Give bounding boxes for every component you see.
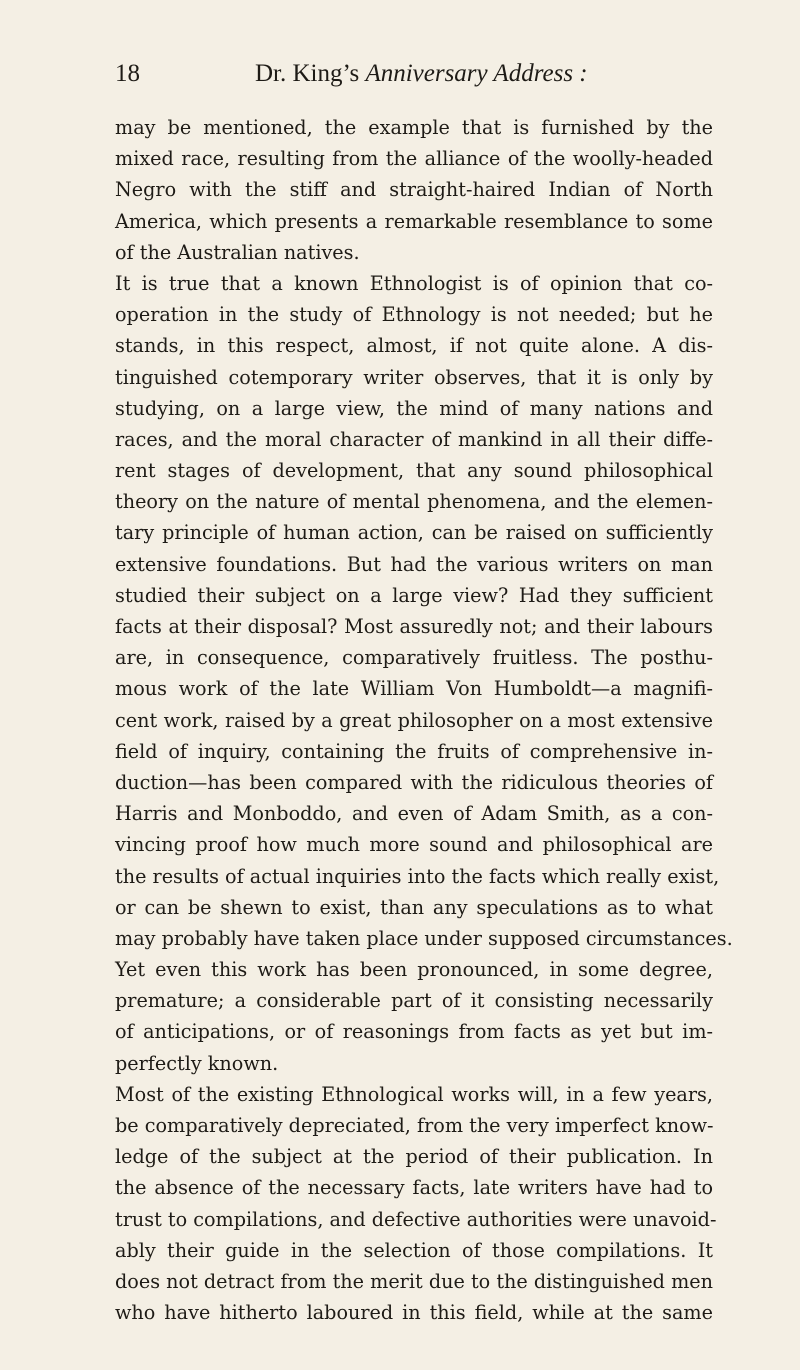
text-line: rent stages of development, that any sound philosophical xyxy=(115,459,713,483)
text-line: the results of actual inquiries into the facts which really exist, xyxy=(115,864,720,888)
body-text xyxy=(115,112,733,1328)
text-line: are, in consequence, comparatively fruitless. The posthu- xyxy=(115,646,713,670)
text-line: extensive foundations. But had the various writers on man xyxy=(115,552,713,576)
text-line: tary principle of human action, can be raised on sufficiently xyxy=(115,521,713,545)
text-line: perfectly known. xyxy=(115,1051,279,1075)
text-line: premature; a considerable part of it consisting necessarily xyxy=(115,989,713,1013)
text-line: It is true that a known Ethnologist is of opinion that co- xyxy=(115,271,713,295)
text-line: vincing proof how much more sound and philosophical are xyxy=(115,833,713,857)
text-line: theory on the nature of mental phenomena, and the elemen- xyxy=(115,490,713,514)
text-line: tinguished cotemporary writer observes, that it is only by xyxy=(115,365,713,389)
text-line: Negro with the stiff and straight-haired Indian of North xyxy=(115,178,713,202)
text-line: mous work of the late William Von Humboldt—a magnifi- xyxy=(115,677,713,701)
running-title-italic: Anniversary Address : xyxy=(365,60,588,87)
text-line: Most of the existing Ethnological works will, in a few years, xyxy=(115,1082,713,1106)
text-line: does not detract from the merit due to the distinguished men xyxy=(115,1269,713,1293)
text-line: stands, in this respect, almost, if not quite alone. A dis- xyxy=(115,334,713,358)
text-line: duction—has been compared with the ridiculous theories of xyxy=(115,770,713,794)
text-line: be comparatively depreciated, from the very imperfect know- xyxy=(115,1114,714,1137)
text-line: ably their guide in the selection of those compilations. It xyxy=(115,1238,713,1262)
text-line: may be mentioned, the example that is furnished by the xyxy=(115,116,713,139)
text-line: studying, on a large view, the mind of many nations and xyxy=(115,396,713,420)
text-line: may probably have taken place under supposed circumstances. xyxy=(115,926,733,950)
text-line: field of inquiry, containing the fruits of comprehensive in- xyxy=(115,739,713,763)
running-head xyxy=(115,60,703,100)
running-title xyxy=(255,60,588,88)
text-line: studied their subject on a large view? Had they sufficient xyxy=(115,583,713,607)
text-line: of the Australian natives. xyxy=(115,240,360,264)
text-line: Yet even this work has been pronounced, in some degree, xyxy=(115,958,713,982)
text-line: races, and the moral character of mankind in all their diffe- xyxy=(115,427,713,451)
text-line: America, which presents a remarkable resemblance to some xyxy=(115,209,713,233)
text-line: trust to compilations, and defective authorities were unavoid- xyxy=(115,1207,717,1231)
text-line: operation in the study of Ethnology is not needed; but he xyxy=(115,303,713,327)
text-line: who have hitherto laboured in this field, while at the same xyxy=(115,1301,713,1325)
text-line: ledge of the subject at the period of their publication. In xyxy=(115,1145,713,1169)
running-title-prefix: Dr. King’s xyxy=(255,60,360,87)
text-line: or can be shewn to exist, than any speculations as to what xyxy=(115,895,713,919)
text-line: the absence of the necessary facts, late writers have had to xyxy=(115,1176,713,1200)
text-line: mixed race, resulting from the alliance of the woolly-headed xyxy=(115,147,713,171)
text-line: Harris and Monboddo, and even of Adam Smith, as a con- xyxy=(115,802,713,826)
text-line: facts at their disposal? Most assuredly not; and their labours xyxy=(115,615,713,638)
text-line: cent work, raised by a great philosopher on a most extensive xyxy=(115,708,713,732)
text-line: of anticipations, or of reasonings from facts as yet but im- xyxy=(115,1020,713,1044)
page-number: 18 xyxy=(115,60,140,87)
